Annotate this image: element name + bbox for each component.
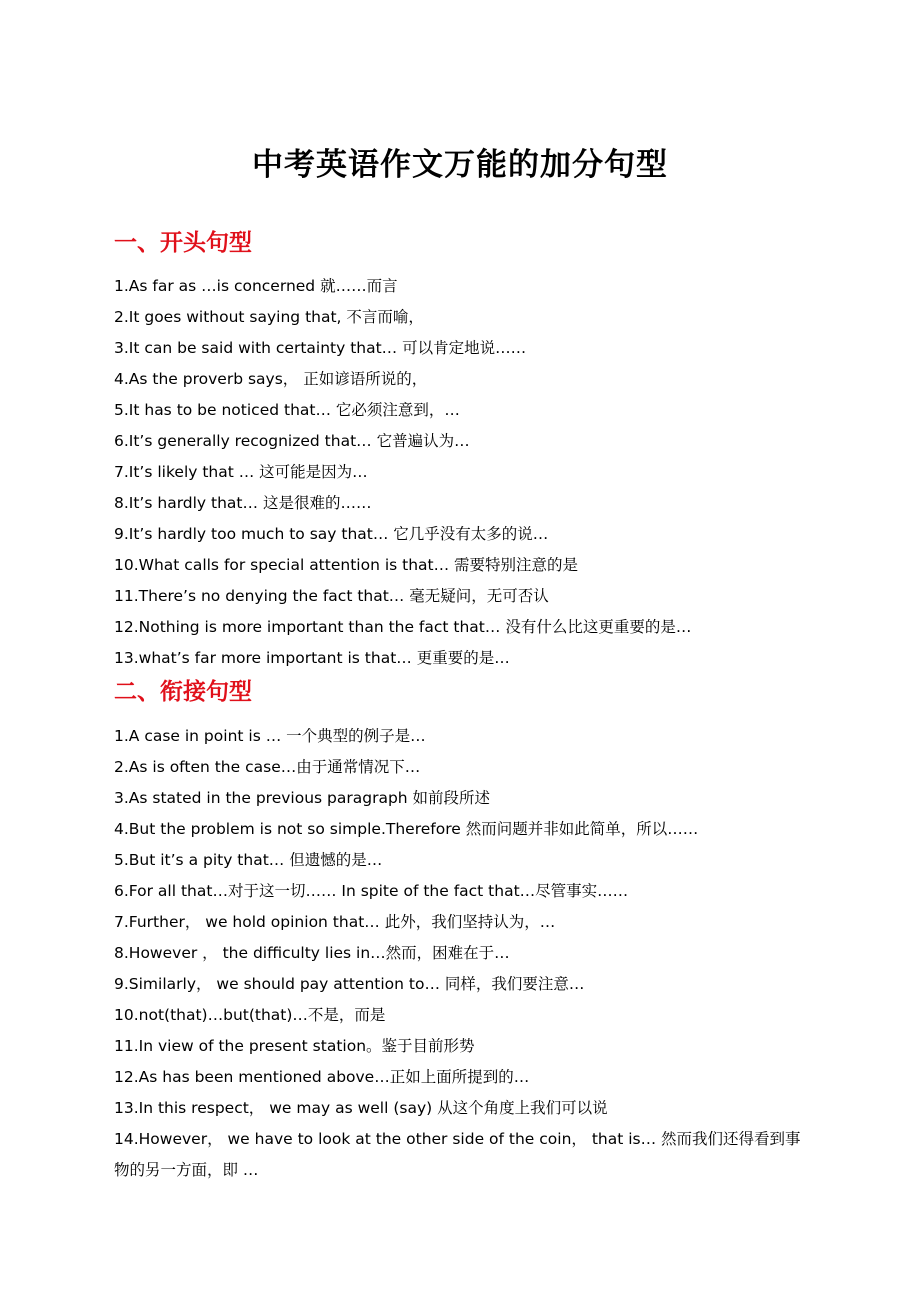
section-heading-transition: 二、衔接句型 [114,679,252,705]
list-item: 6.It’s generally recognized that… 它普遍认为… [114,432,470,450]
list-item: 3.As stated in the previous paragraph 如前段所述 [114,789,491,807]
list-item: 2.It goes without saying that, 不言而喻， [114,308,424,326]
list-item: 4.As the proverb says， 正如谚语所说的， [114,370,428,388]
list-item: 1.As far as …is concerned 就……而言 [114,277,398,295]
transition-sentence-list [114,721,814,1186]
opening-sentence-list [114,271,814,674]
list-item: 8.It’s hardly that… 这是很难的…… [114,494,372,512]
list-item: 2.As is often the case…由于通常情况下… [114,758,421,776]
list-item: 6.For all that…对于这一切…… In spite of the fact that…尽管事实…… [114,882,629,900]
list-item: 12.Nothing is more important than the fact that… 没有什么比这更重要的是… [114,618,692,636]
section-heading-opening: 一、开头句型 [114,230,252,256]
list-item: 13.In this respect， we may as well (say) 从这个角度上我们可以说 [114,1099,608,1117]
list-item: 7.It’s likely that … 这可能是因为… [114,463,368,481]
list-item: 10.not(that)…but(that)…不是，而是 [114,1006,386,1024]
list-item: 1.A case in point is … 一个典型的例子是… [114,727,426,745]
list-item: 4.But the problem is not so simple.Therefore 然而问题并非如此简单，所以…… [114,820,699,838]
list-item: 11.In view of the present station。鉴于目前形势 [114,1037,475,1055]
list-item: 8.However ， the difficulty lies in…然而，困难在于… [114,944,510,962]
list-item: 3.It can be said with certainty that… 可以肯定地说…… [114,339,527,357]
list-item: 9.It’s hardly too much to say that… 它几乎没有太多的说… [114,525,549,543]
list-item: 9.Similarly， we should pay attention to… 同样，我们要注意… [114,975,585,993]
list-item: 14.However， we have to look at the other side of the coin， that is… 然而我们还得看到事物的另一方面，即 … [114,1130,801,1179]
list-item: 13.what’s far more important is that… 更重要的是… [114,649,510,667]
document-title: 中考英语作文万能的加分句型 [252,147,668,183]
list-item: 10.What calls for special attention is that… 需要特别注意的是 [114,556,579,574]
list-item: 5.But it’s a pity that… 但遗憾的是… [114,851,383,869]
list-item: 7.Further， we hold opinion that… 此外，我们坚持认为，… [114,913,556,931]
list-item: 5.It has to be noticed that… 它必须注意到，… [114,401,460,419]
list-item: 11.There’s no denying the fact that… 毫无疑问，无可否认 [114,587,549,605]
list-item: 12.As has been mentioned above…正如上面所提到的… [114,1068,530,1086]
